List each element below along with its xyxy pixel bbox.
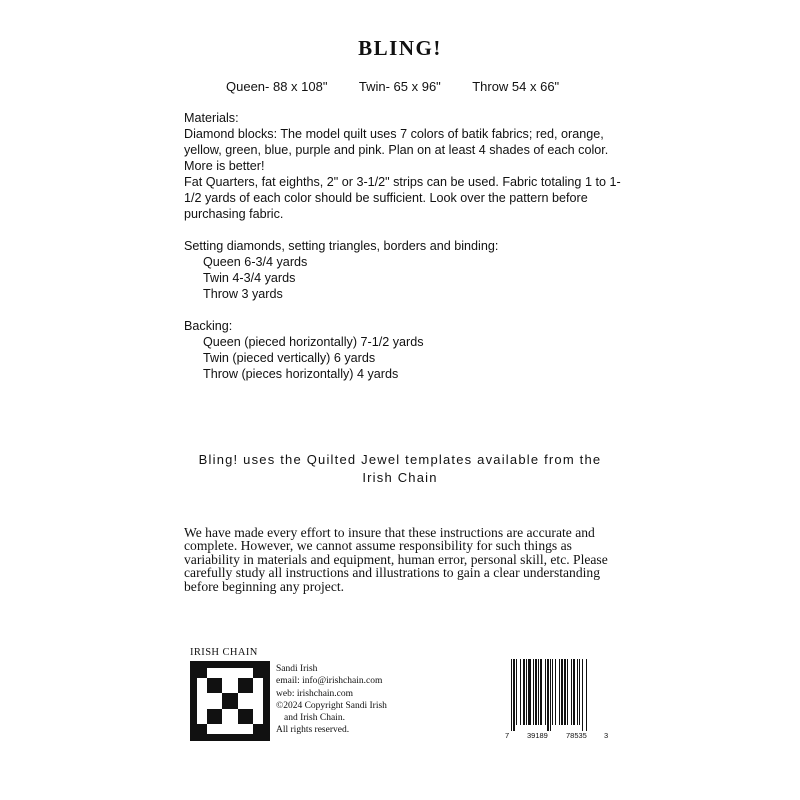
barcode-bar bbox=[579, 659, 580, 725]
barcode-bar bbox=[528, 659, 531, 725]
contact-email: email: info@irishchain.com bbox=[276, 676, 383, 687]
contact-web: web: irishchain.com bbox=[276, 688, 354, 699]
barcode-bar bbox=[550, 659, 551, 731]
barcode-bar bbox=[586, 659, 587, 731]
barcode-bar bbox=[535, 659, 537, 725]
templates-note bbox=[160, 451, 640, 487]
barcode bbox=[505, 659, 609, 741]
size-twin: Twin- 65 x 96" bbox=[358, 79, 441, 94]
barcode-bar bbox=[567, 659, 568, 725]
barcode-bar bbox=[523, 659, 525, 725]
barcode-bar bbox=[538, 659, 539, 725]
backing-heading: Backing: bbox=[184, 319, 233, 333]
page-title: BLING! bbox=[358, 36, 442, 60]
diamond-blocks-text: Diamond blocks: The model quilt uses 7 colors of batik fabrics; red, orange, yellow, green, blue, purple and pink. Plan on at least 4 shades of each color. More is better! bbox=[184, 127, 609, 173]
materials-heading: Materials: bbox=[184, 111, 239, 125]
barcode-digit-first: 7 bbox=[505, 731, 510, 740]
barcode-bar bbox=[561, 659, 563, 725]
size-throw: Throw 54 x 66" bbox=[472, 79, 560, 94]
brand-name: IRISH CHAIN bbox=[190, 647, 258, 658]
barcode-digits bbox=[505, 730, 609, 742]
barcode-bar bbox=[547, 659, 549, 731]
contact-name: Sandi Irish bbox=[276, 664, 318, 674]
irish-chain-quilt-block-icon bbox=[190, 661, 270, 741]
barcode-bar bbox=[577, 659, 578, 725]
barcode-group-1: 39189 bbox=[527, 731, 548, 740]
contact-copyright-cont: and Irish Chain. bbox=[284, 713, 345, 724]
contact-copyright: ©2024 Copyright Sandi Irish bbox=[276, 700, 387, 711]
barcode-bar bbox=[533, 659, 534, 725]
templates-note-line2: Irish Chain bbox=[362, 470, 438, 485]
barcode-bars-icon bbox=[505, 659, 609, 731]
setting-heading: Setting diamonds, setting triangles, borders and binding: bbox=[184, 239, 499, 253]
barcode-bar bbox=[545, 659, 546, 725]
barcode-bar bbox=[552, 659, 553, 725]
backing-item-queen: Queen (pieced horizontally) 7-1/2 yards bbox=[203, 335, 424, 349]
disclaimer-text: We have made every effort to insure that these instructions are accurate and complete. However, we cannot assume responsibility for such things as variability in materials and equipment, human error, personal skill, etc. Please carefully study all instructions and illustrations to gain a clear understanding before beginning any project. bbox=[184, 525, 608, 594]
barcode-bar bbox=[571, 659, 572, 725]
setting-item-queen: Queen 6-3/4 yards bbox=[203, 255, 308, 269]
barcode-bar bbox=[559, 659, 560, 725]
templates-note-line1: Bling! uses the Quilted Jewel templates available from the bbox=[198, 452, 602, 467]
barcode-bar bbox=[520, 659, 521, 725]
backing-item-twin: Twin (pieced vertically) 6 yards bbox=[203, 351, 376, 365]
barcode-bar bbox=[511, 659, 512, 731]
materials-section bbox=[184, 110, 624, 382]
barcode-bar bbox=[540, 659, 542, 725]
backing-item-throw: Throw (pieces horizontally) 4 yards bbox=[203, 367, 399, 381]
barcode-bar bbox=[564, 659, 566, 725]
fat-quarters-text: Fat Quarters, fat eighths, 2" or 3-1/2" strips can be used. Fabric totaling 1 to 1-1/2 yards of each color should be sufficient. Look over the pattern before purchasing fabric. bbox=[184, 175, 621, 221]
barcode-bar bbox=[526, 659, 527, 725]
barcode-bar bbox=[582, 659, 583, 731]
barcode-digit-last: 3 bbox=[604, 731, 609, 740]
contact-info bbox=[276, 663, 387, 737]
setting-item-twin: Twin 4-3/4 yards bbox=[203, 271, 296, 285]
barcode-bar bbox=[573, 659, 575, 725]
size-queen: Queen- 88 x 108" bbox=[226, 79, 328, 94]
contact-rights: All rights reserved. bbox=[276, 725, 350, 736]
quilt-sizes bbox=[226, 79, 559, 94]
setting-item-throw: Throw 3 yards bbox=[203, 287, 283, 301]
barcode-group-2: 78535 bbox=[566, 731, 587, 740]
barcode-bar bbox=[516, 659, 517, 725]
barcode-bar bbox=[555, 659, 556, 725]
barcode-bar bbox=[513, 659, 515, 731]
